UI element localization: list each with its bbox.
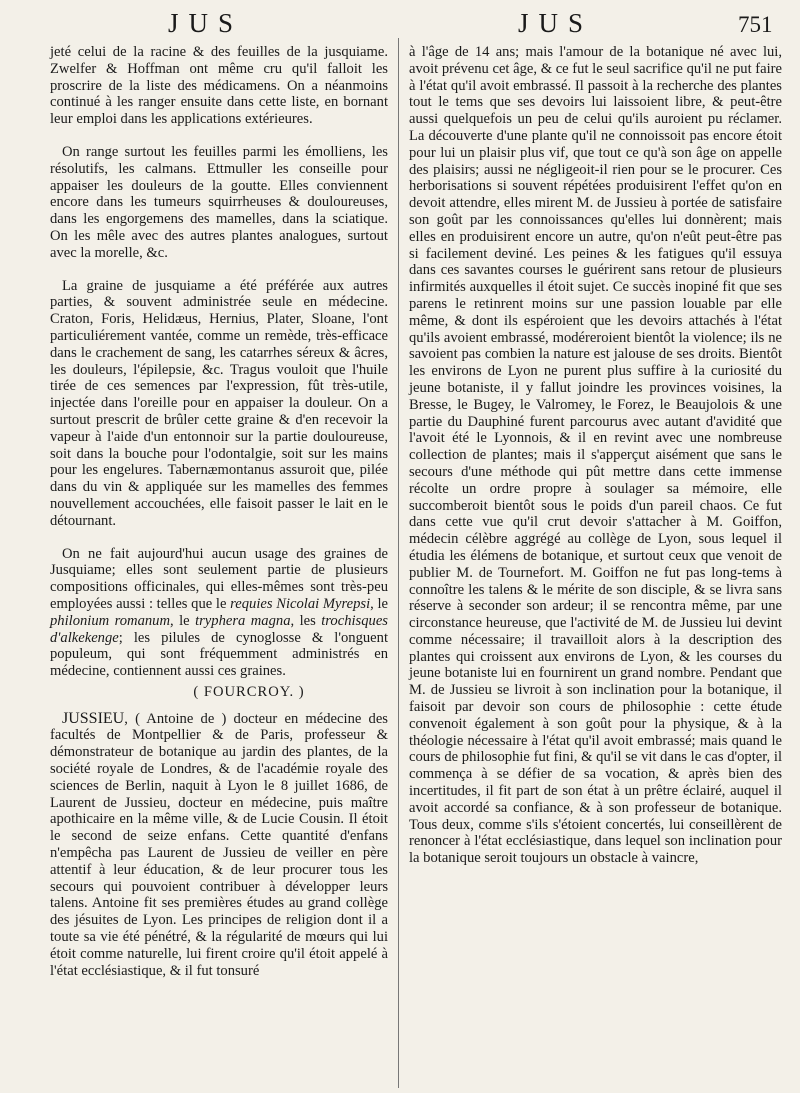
right-column xyxy=(409,44,782,867)
paragraph: La graine de jusquiame a été préférée aux autres parties, & souvent administrée seule en médecine. Craton, Foris, Helidæus, Hernius, Plater, Sloane, l'ont particuliérement vantée, comme un remède, très-efficace dans le crachement de sang, les catarrhes séreux & âcres, les douleurs, l'épilepsie, &c. Tragus vouloit que l'huile tirée de ces semences par l'expression, fût très-utile, injectée dans l'oreille pour en appaiser la douleur. On a surtout prescrit de brûler cette graine & d'en recevoir la vapeur à l'aide d'un entonnoir sur la partie douloureuse, soit dans la bouche pour l'odontalgie, soit sur les mains pour les engelures. Tabernæmontanus assuroit que, pilée dans du vin & appliquée sur les mamelles des femmes nouvellement accouchées, elle faisoit passer le lait en le détournant. xyxy=(50,277,388,529)
text-run: , ( Antoine de ) docteur en médecine des facultés de Montpellier & de Paris, professeur & démonstrateur de botanique au jardin des plantes, de la société royale de Londres, & de l'académie royale des sciences de Berlin, naquit à Lyon le 8 juillet 1686, de Laurent de Jussieu, docteur en médecine, puis maître apothicaire en la même ville, & de Lucie Cousin. Il étoit le second de seize enfans. Cette quantité d'enfans n'empêcha pas Laurent de Jussieu de veiller en père attentif à leur éducation, & de leur procurer tous les secours qui pouvoient contribuer à développer leurs talens. Antoine fit ses premières études au grand collège des jésuites de Lyon. Les principes de religion dont il a toute sa vie été pénétré, & la régularité de mœurs qui lui étoit comme naturelle, lui firent croire qu'il étoit appelé à l'état ecclésiastique, & il fut tonsuré xyxy=(50,710,388,979)
paragraph: On range surtout les feuilles parmi les émolliens, les résolutifs, les calmans. Ettmuller les conseille pour appaiser les douleurs de la goutte. Elles conviennent encore dans les tumeurs squirrheuses & douloureuses, dans les engorgemens des mamelles, dans la sciatique. On les mêle avec des autres plantes analogues, surtout avec la morelle, &c. xyxy=(50,143,388,261)
author-signature: ( FOURCROY. ) xyxy=(193,683,305,700)
paragraph: à l'âge de 14 ans; mais l'amour de la botanique né avec lui, avoit prévenu cet âge, & ce fut le seul sacrifice qu'il ne put faire à l'état qu'il avoit embrassé. Il passoit à la recherche des plantes tout le tems que ses devoirs lui laissoient libre, & peut-être aussi quelquefois un peu de celui qu'ils auroient pu réclamer. La découverte d'une plante qu'il ne connoissoit pas encore étoit pour lui un plaisir plus vif, que tout ce qu'à son âge on appelle des plaisirs; aussi ne négligeoit-il rien pour se le procurer. Ces herborisations si souvent répétées produisirent l'effet qu'on en devoit attendre, elles mirent M. de Jussieu à portée de satisfaire son goût par les connoissances qu'elles lui donnèrent; mais elles en produisirent encore un autre, qu'on n'eût peut-être pas si facilement deviné. Les peines & les fatigues qu'il essuya dans ces savantes courses le guérirent sans retour de plusieurs infirmités auxquelles il étoit sujet. Ce succès inopiné fit que ses parens le retinrent moins sur une passion louable par elle même, & dont ils espéroient que les devoirs attachés à l'état qu'ils avoient embrassé, modéreroient bientôt la violence; ils ne savoient pas combien la nature est jalouse de ses droits. Bientôt les environs de Lyon ne purent plus suffire à la curiosité du jeune botaniste, il y fallut joindre les provinces voisines, la Bresse, le Bugey, le Valromey, le Forez, le Beaujolois & une partie du Dauphiné furent parcourus avec autant d'avidité que l'avoit été le Lyonnois, & il en revint avec une nombreuse collection de plantes; mais il s'apperçut aisément que sans le secours d'une méthode qui pût mettre dans cette immense récolte un ordre propre à soulager sa mémoire, elle succomberoit bientôt sous le poids d'un pareil chaos. Ce fut dans cette vue qu'il crut devoir s'attacher à M. Goiffon, médecin célèbre aggrégé au collège de Lyon, sous lequel il étudia les élémens de botanique, et surtout ceux que venoit de publier M. de Tournefort. M. Goiffon ne fut pas long-tems à connoître les talens & le mérite de son disciple, & se livra sans réserve à seconder son ardeur; il se rencontra même, par une circonstance heureuse, que l'activité de M. de Jussieu lui devint comme nécessaire; il travailloit alors à la description des plantes qui croissent aux environs de Lyon, & les courses du jeune botaniste lui en fournirent un grand nombre. Pendant que M. de Jussieu se livroit à son inclination pour la botanique, il faisoit par devoir son cours de philosophie : cette étude convenoit également à son goût pour la physique, & à la théologie nécessaire à l'état qu'il avoit embrassé; mais quand le cours de philosophie fut fini, & qu'il se vit dans le cas d'opter, il commença à se défier de sa vocation, & après bien des incertitudes, il fit part de son état à un prêtre éclairé, auquel il avoit accordé sa confiance, & à son professeur de botanique. Tous deux, comme s'ils s'étoient concertés, lui conseillèrent de renoncer à l'état ecclésiastique, dans lequel son inclination pour la botanique seroit toujours un obstacle à vaincre, xyxy=(409,44,782,867)
text-run: On ne fait aujourd'hui aucun usage des graines de Jusquiame; elles sont seulement partie de plusieurs compositions officinales, qui elles-mêmes sont très-peu employées aussi : telles que le xyxy=(50,545,388,612)
italic-title: trochisques d'alkekenge xyxy=(50,612,388,646)
paragraph xyxy=(50,711,388,980)
left-column xyxy=(50,44,388,979)
text-run: , le xyxy=(370,595,388,612)
column-divider xyxy=(398,38,399,1088)
running-head-right: JUS xyxy=(518,8,594,38)
italic-title: requies Nicolai Myrepsi xyxy=(230,595,371,612)
text-run: , les xyxy=(290,612,322,629)
running-head-left: JUS xyxy=(168,8,244,38)
paragraph xyxy=(50,546,388,680)
page-number: 751 xyxy=(738,12,773,37)
text-run: , le xyxy=(170,612,196,629)
entry-heading: JUSSIEU xyxy=(62,709,125,727)
text-run: ; les pilules de cynoglosse & l'onguent populeum, qui sont fréquemment administrés en médecine, contiennent aussi ces graines. xyxy=(50,629,388,680)
italic-title: tryphera magna xyxy=(195,612,291,629)
paragraph: jeté celui de la racine & des feuilles de la jusquiame. Zwelfer & Hoffman ont même cru qu'il falloit les proscrire de la liste des médicamens. On a néanmoins continué à les ranger ensuite dans cette liste, en bornant leur emploi dans les applications extérieures. xyxy=(50,44,388,128)
italic-title: philonium romanum xyxy=(50,612,171,629)
